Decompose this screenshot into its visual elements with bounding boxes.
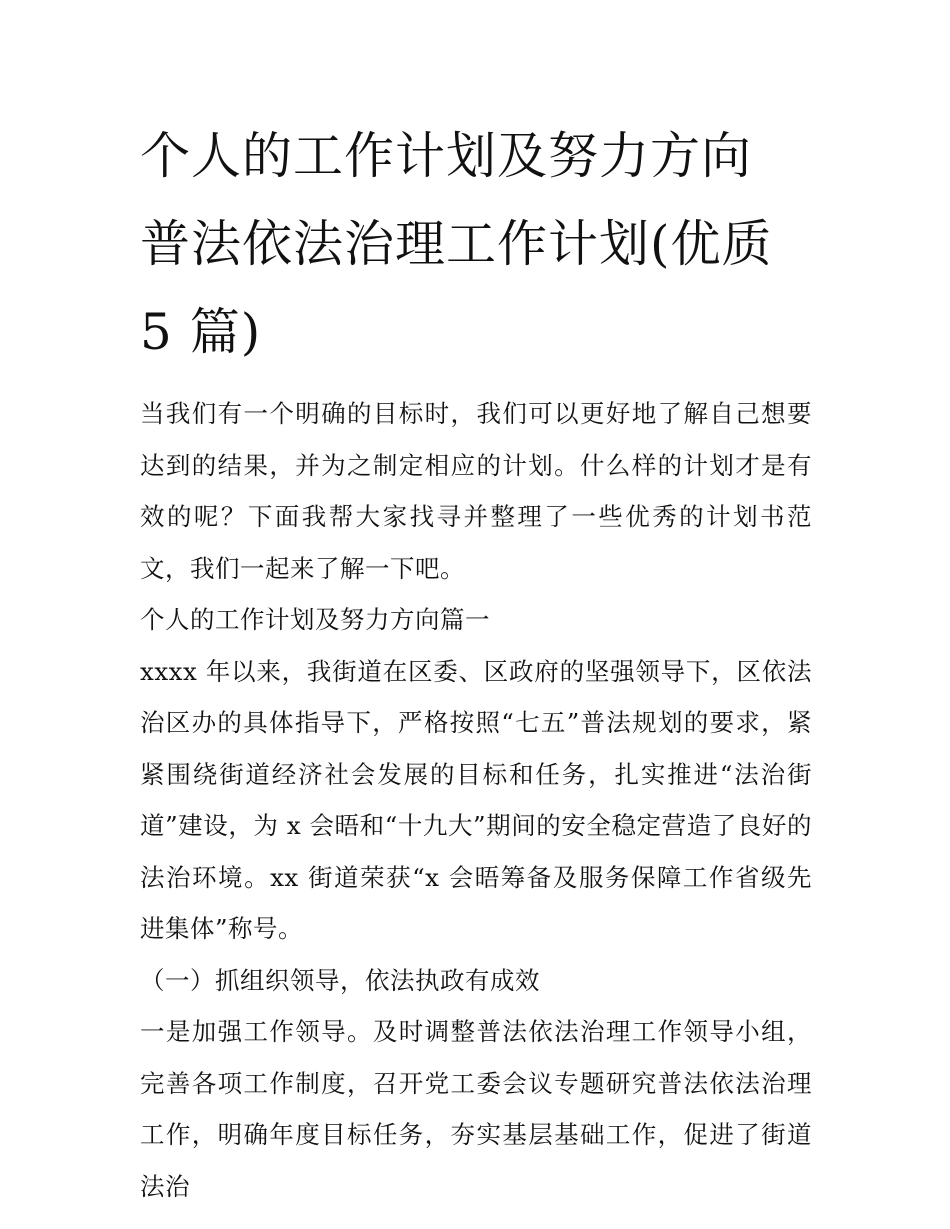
intro-paragraph: 当我们有一个明确的目标时，我们可以更好地了解自己想要达到的结果，并为之制定相应的计划。什么样的计划才是有效的呢？下面我帮大家找寻并整理了一些优秀的计划书范文，我们一起来了解一下吧。: [140, 399, 812, 583]
document-title: 个人的工作计划及努力方向 普法依法治理工作计划(优质 5 篇): [140, 127, 773, 361]
document-page: [140, 112, 812, 1212]
subsection-heading: （一）抓组织领导，依法执政有成效: [140, 965, 540, 995]
body-paragraph: 一是加强工作领导。及时调整普法依法治理工作领导小组，完善各项工作制度，召开党工委会议专题研究普法依法治理工作，明确年度目标任务，夯实基层基础工作，促进了街道法治: [140, 1017, 812, 1201]
body-paragraph: xxxx 年以来，我街道在区委、区政府的坚强领导下，区依法治区办的具体指导下，严格按照“七五”普法规划的要求，紧紧围绕街道经济社会发展的目标和任务，扎实推进“法治街道”建设，为 x 会晤和“十九大”期间的安全稳定营造了良好的法治环境。xx 街道荣获“x 会晤筹备及服务保障工作省级先进集体”称号。: [140, 656, 812, 943]
section-heading: 个人的工作计划及努力方向篇一: [140, 605, 490, 634]
